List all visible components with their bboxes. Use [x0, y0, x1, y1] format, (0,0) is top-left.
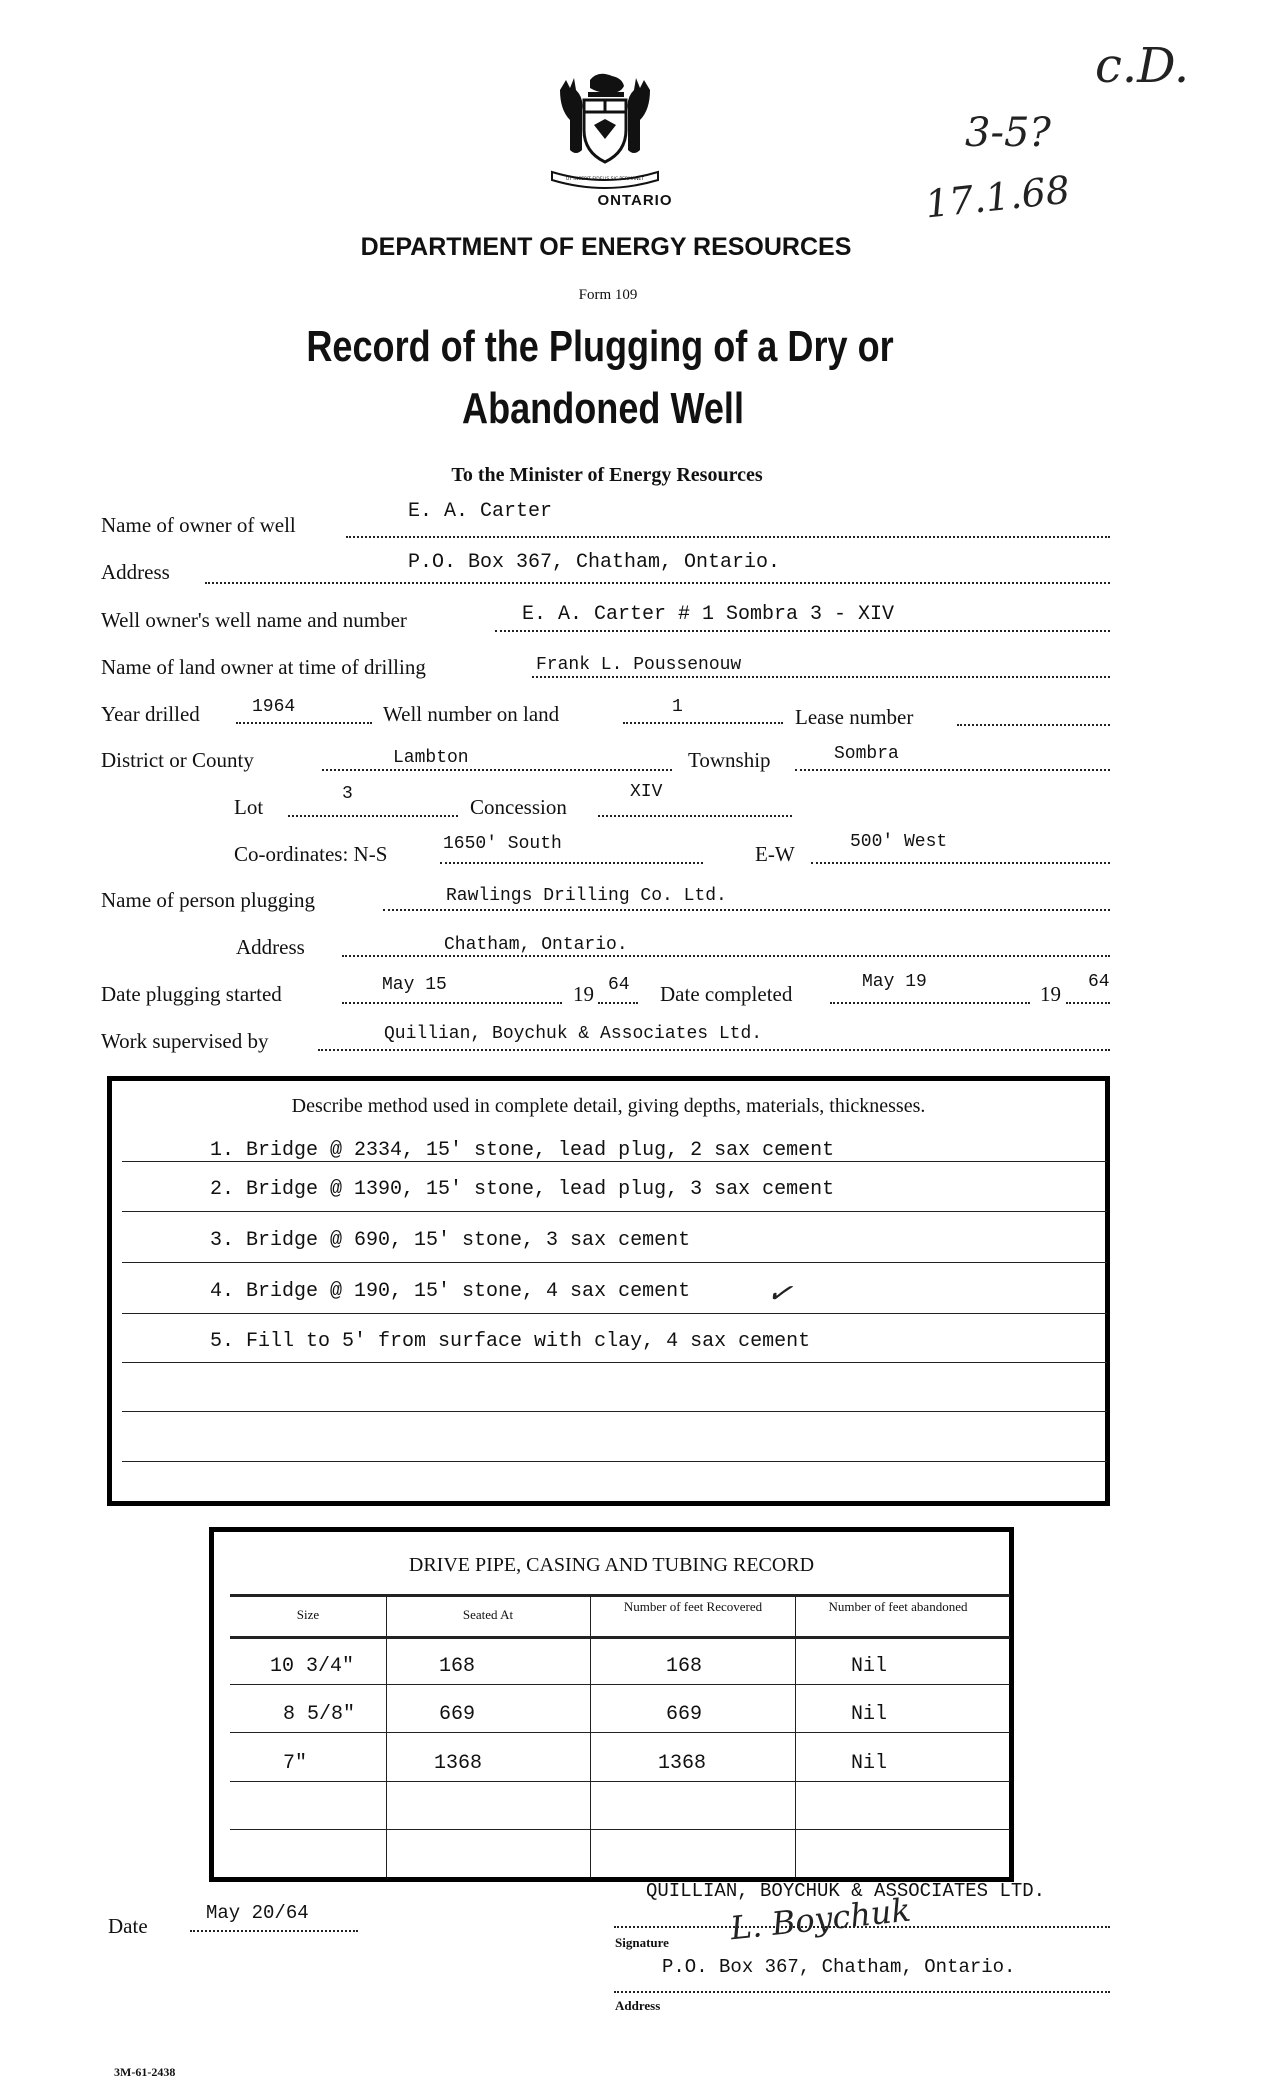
method-rule [122, 1313, 1107, 1314]
date-completed-value: May 19 [862, 972, 927, 992]
township-label: Township [688, 748, 771, 772]
form-code: 3M-61-2438 [114, 2065, 176, 2079]
table-cell-recovered: 669 [666, 1703, 703, 1726]
check-mark-icon: ✓ [764, 1274, 795, 1313]
date-completed-century: 19 [1040, 982, 1061, 1006]
well-name-value: E. A. Carter # 1 Sombra 3 - XIV [522, 603, 895, 626]
table-cell-abandoned: Nil [851, 1752, 888, 1775]
handwritten-note-cd: c.D. [1095, 38, 1190, 94]
lot-line [288, 815, 458, 817]
well-name-label: Well owner's well name and number [101, 608, 407, 632]
column-header-size: Size [296, 1607, 320, 1622]
method-line-2: 2. Bridge @ 1390, 15' stone, lead plug, 3 sax cement [210, 1178, 835, 1201]
ns-line [440, 862, 703, 864]
casing-title: DRIVE PIPE, CASING AND TUBING RECORD [408, 1554, 815, 1576]
table-cell-recovered: 168 [666, 1655, 703, 1678]
table-rule [230, 1684, 1010, 1685]
method-rule [122, 1211, 1107, 1212]
department-heading: DEPARTMENT OF ENERGY RESOURCES [360, 233, 852, 261]
concession-line [598, 815, 792, 817]
handwritten-note-date: 17.1.68 [923, 167, 1072, 227]
casing-record-box [209, 1527, 1014, 1882]
date-completed-label: Date completed [660, 982, 793, 1006]
coordinates-label: Co-ordinates: N-S [234, 842, 388, 866]
ew-value: 500' West [850, 832, 948, 852]
district-value: Lambton [393, 748, 469, 768]
well-number-value: 1 [672, 697, 683, 717]
well-number-label: Well number on land [383, 702, 560, 726]
year-drilled-value: 1964 [252, 697, 296, 717]
signature: L. Boychuk [728, 1890, 913, 1948]
footer-address-label: Address [615, 1998, 661, 2013]
supervised-label: Work supervised by [101, 1029, 269, 1053]
column-header-feet-abandoned: Number of feet abandoned [828, 1599, 968, 1614]
date-started-year-line [598, 1002, 638, 1004]
year-drilled-label: Year drilled [101, 702, 200, 726]
table-cell-seated-at: 669 [439, 1703, 476, 1726]
handwritten-note-number: 3-5? [965, 110, 1051, 156]
form-number: Form 109 [578, 287, 638, 303]
lot-value: 3 [342, 784, 353, 804]
page-title-line-1: Record of the Plugging of a Dry or [306, 322, 894, 371]
date-completed-year-line [1066, 1002, 1110, 1004]
table-column-rule [590, 1594, 591, 1877]
method-rule [122, 1461, 1107, 1462]
method-rule [122, 1262, 1107, 1263]
method-rule [122, 1362, 1107, 1363]
page-title-line-2: Abandoned Well [462, 384, 744, 433]
method-rule [122, 1411, 1107, 1412]
table-column-rule [386, 1594, 387, 1877]
signature-line [614, 1926, 1110, 1928]
date-started-year: 64 [608, 975, 630, 995]
table-rule [230, 1636, 1010, 1639]
plugger-address-label: Address [236, 935, 305, 959]
land-owner-label: Name of land owner at time of drilling [101, 655, 426, 679]
plugger-line [383, 909, 1110, 911]
method-line-5: 5. Fill to 5' from surface with clay, 4 sax cement [210, 1330, 811, 1353]
well-number-line [623, 722, 783, 724]
method-line-4: 4. Bridge @ 190, 15' stone, 4 sax cement [210, 1280, 691, 1303]
method-line-3: 3. Bridge @ 690, 15' stone, 3 sax cement [210, 1229, 691, 1252]
address-value: P.O. Box 367, Chatham, Ontario. [408, 551, 781, 574]
township-value: Sombra [834, 744, 899, 764]
lot-label: Lot [234, 795, 264, 819]
concession-value: XIV [630, 782, 663, 802]
district-label: District or County [101, 748, 254, 772]
footer-date-value: May 20/64 [206, 1902, 309, 1924]
table-cell-size: 8 5/8" [283, 1703, 356, 1726]
table-cell-recovered: 1368 [658, 1752, 707, 1775]
footer-address-line [614, 1991, 1110, 1993]
land-owner-value: Frank L. Poussenouw [536, 655, 742, 675]
method-line-1: 1. Bridge @ 2334, 15' stone, lead plug, 2 sax cement [210, 1139, 835, 1162]
year-drilled-line [236, 722, 372, 724]
table-column-rule [795, 1594, 796, 1877]
ontario-crest-logo [540, 70, 670, 195]
method-heading: Describe method used in complete detail, giving depths, materials, thicknesses. [291, 1095, 926, 1117]
column-header-feet-recovered: Number of feet Recovered [623, 1599, 763, 1614]
owner-value: E. A. Carter [408, 500, 553, 523]
owner-line [346, 536, 1110, 538]
lease-number-line [957, 724, 1110, 726]
table-rule [230, 1829, 1010, 1830]
column-header-seated-at: Seated At [462, 1607, 514, 1622]
plugger-value: Rawlings Drilling Co. Ltd. [446, 886, 727, 906]
plugger-label: Name of person plugging [101, 888, 316, 912]
addressee: To the Minister of Energy Resources [451, 464, 763, 486]
signature-label: Signature [615, 1935, 669, 1950]
table-rule [230, 1781, 1010, 1782]
ns-value: 1650' South [443, 834, 562, 854]
table-cell-seated-at: 1368 [434, 1752, 483, 1775]
supervised-line [318, 1049, 1110, 1051]
footer-address-value: P.O. Box 367, Chatham, Ontario. [662, 1956, 1016, 1978]
company-stamp: QUILLIAN, BOYCHUK & ASSOCIATES LTD. [646, 1880, 1046, 1902]
address-line [205, 582, 1110, 584]
table-rule [230, 1594, 1010, 1597]
address-label: Address [101, 560, 170, 584]
table-cell-seated-at: 168 [439, 1655, 476, 1678]
crest-motto: UT INCEPIT FIDELIS SIC PERMANET [565, 177, 645, 182]
plugger-address-line [342, 955, 1110, 957]
province-label: ONTARIO [597, 192, 673, 209]
date-started-line [342, 1002, 562, 1004]
footer-date-label: Date [108, 1914, 148, 1938]
ew-line [811, 862, 1110, 864]
table-cell-abandoned: Nil [851, 1655, 888, 1678]
plugger-address-value: Chatham, Ontario. [444, 935, 628, 955]
table-cell-abandoned: Nil [851, 1703, 888, 1726]
footer-date-line [190, 1930, 358, 1932]
lease-number-label: Lease number [795, 705, 914, 729]
table-rule [230, 1732, 1010, 1733]
township-line [795, 769, 1110, 771]
date-completed-line [830, 1002, 1030, 1004]
method-box [107, 1076, 1110, 1506]
concession-label: Concession [470, 795, 567, 819]
date-started-label: Date plugging started [101, 982, 282, 1006]
table-cell-size: 7" [283, 1752, 308, 1775]
district-line [322, 769, 672, 771]
date-started-value: May 15 [382, 975, 447, 995]
supervised-value: Quillian, Boychuk & Associates Ltd. [384, 1024, 763, 1044]
well-name-line [495, 630, 1110, 632]
table-cell-size: 10 3/4" [270, 1655, 355, 1678]
date-completed-year: 64 [1088, 972, 1110, 992]
date-started-century: 19 [573, 982, 594, 1006]
ew-label: E-W [755, 842, 795, 866]
land-owner-line [532, 676, 1110, 678]
owner-label: Name of owner of well [101, 513, 296, 537]
